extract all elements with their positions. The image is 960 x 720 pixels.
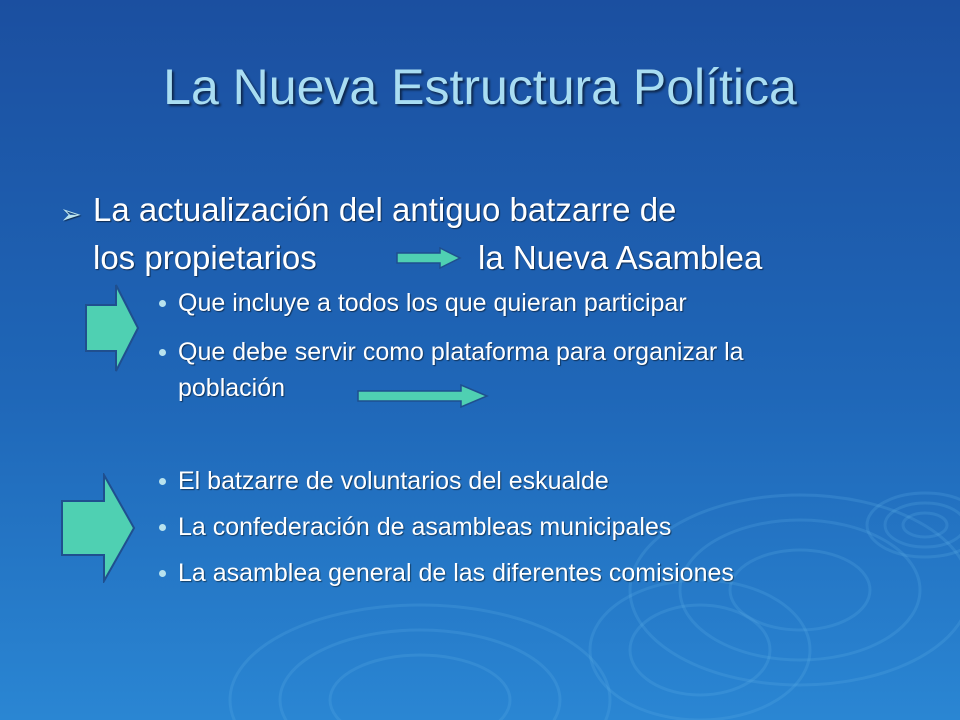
dot-icon xyxy=(159,300,166,307)
dot-icon xyxy=(159,478,166,485)
sub-bullet-asamblea-general: La asamblea general de las diferentes comisiones xyxy=(178,559,734,587)
slide-title: La Nueva Estructura Política xyxy=(163,59,797,115)
block-arrow-icon-1 xyxy=(84,283,140,373)
dot-icon xyxy=(159,570,166,577)
chevron-right-icon: ➢ xyxy=(60,199,82,229)
arrow-right-icon-long xyxy=(357,384,489,408)
main-bullet-line-1: La actualización del antiguo batzarre de xyxy=(93,191,677,228)
dot-icon xyxy=(159,524,166,531)
block-arrow-icon-2 xyxy=(60,473,136,583)
main-bullet-line-2-left: los propietarios xyxy=(93,239,317,276)
sub-bullet-include-all: Que incluye a todos los que quieran participar xyxy=(178,289,687,317)
sub-bullet-platform: Que debe servir como plataforma para organizar la xyxy=(178,338,744,366)
arrow-right-icon xyxy=(396,247,462,269)
sub-bullet-platform-cont: población xyxy=(178,374,286,402)
sub-bullet-confederacion: La confederación de asambleas municipales xyxy=(178,513,672,541)
dot-icon xyxy=(159,349,166,356)
sub-bullet-voluntarios: El batzarre de voluntarios del eskualde xyxy=(178,467,609,495)
main-bullet-line-2-right: la Nueva Asamblea xyxy=(478,239,763,276)
